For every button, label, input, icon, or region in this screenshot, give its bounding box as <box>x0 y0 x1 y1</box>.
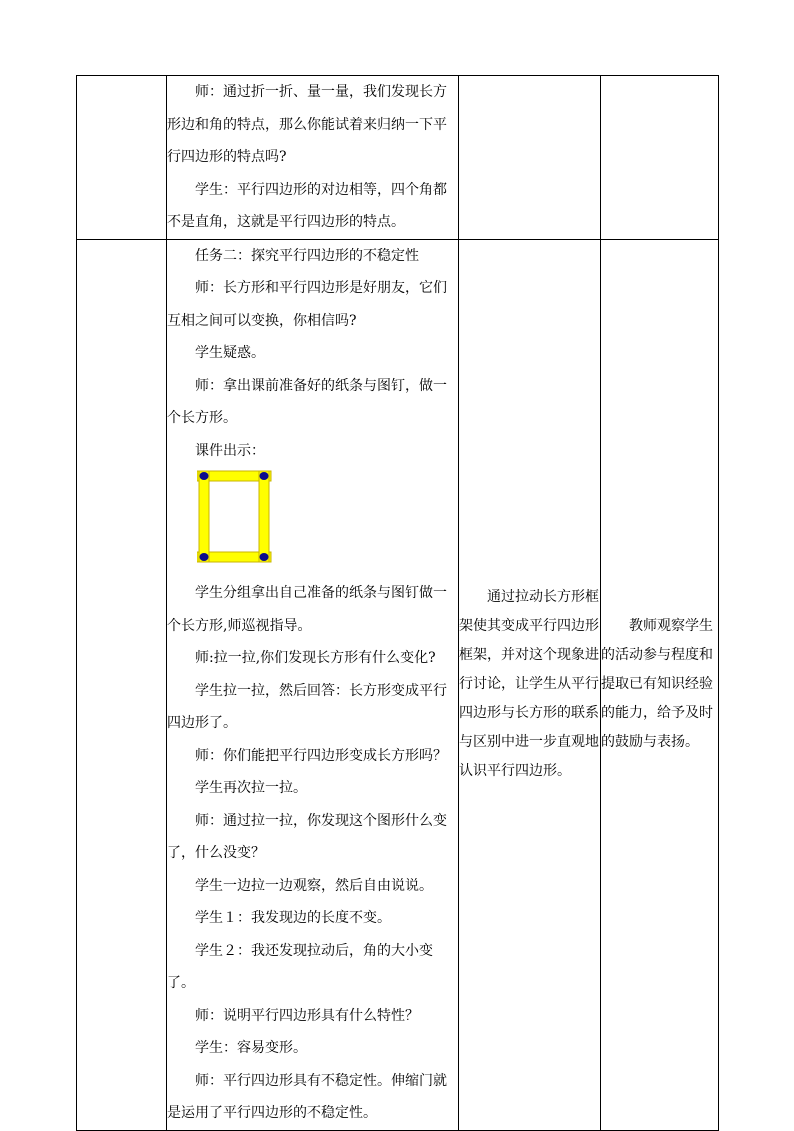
frame-strip-right <box>259 471 269 562</box>
paragraph: 学生分组拿出自己准备的纸条与图钉做一个长方形,师巡视指导。 <box>167 585 447 634</box>
frame-strip-left <box>199 471 209 562</box>
paragraph: 学生疑惑。 <box>195 345 265 361</box>
task-heading: 任务二：探究平行四边形的不稳定性 <box>195 247 419 264</box>
paragraph: 师：说明平行四边形具有什么特性？ <box>195 1007 419 1024</box>
intent-cell <box>459 76 601 240</box>
pin-top-left <box>200 472 209 480</box>
lesson-table <box>76 75 719 1131</box>
paragraph: 学生：容易变形。 <box>195 1040 307 1056</box>
paragraph: 学生１：我发现边的长度不变。 <box>195 910 391 926</box>
paragraph: 师：通过折一折、量一量，我们发现长方形边和角的特点，那么你能试着来归纳一下平行四边形的特点吗? <box>167 84 447 165</box>
paragraph: 学生拉一拉，然后回答：长方形变成平行四边形了。 <box>167 682 447 731</box>
pin-bottom-right <box>260 553 269 561</box>
table-row <box>77 76 719 240</box>
pin-bottom-left <box>200 553 209 561</box>
rectangle-frame-svg <box>197 467 277 567</box>
paragraph: 学生２：我还发现拉动后，角的大小变了。 <box>167 942 433 991</box>
paragraph: 师:拉一拉,你们发现长方形有什么变化? <box>195 650 436 666</box>
design-intent-text: 通过拉动长方形框架使其变成平行四边形框架，并对这个现象进行讨论，让学生从平行四边形与长方形的联系与区别中进一步直观地认识平行四边形。 <box>459 589 599 779</box>
paragraph: 师：你们能把平行四边形变成长方形吗？ <box>195 747 447 764</box>
rectangle-frame-figure <box>167 467 458 577</box>
paragraph: 学生：平行四边形的对边相等，四个角都不是直角，这就是平行四边形的特点。 <box>167 181 447 230</box>
evaluation-cell <box>601 239 719 1130</box>
stage-cell <box>77 76 167 240</box>
process-cell <box>167 76 459 240</box>
evaluation-text: 教师观察学生的活动参与程度和提取已有知识经验的能力，给予及时的鼓励与表扬。 <box>601 618 713 750</box>
paragraph: 学生再次拉一拉。 <box>195 780 307 796</box>
table-row <box>77 239 719 1130</box>
paragraph: 师：通过拉一拉，你发现这个图形什么变了，什么没变？ <box>167 812 447 861</box>
paragraph: 师：平行四边形具有不稳定性。伸缩门就是运用了平行四边形的不稳定性。 <box>167 1072 447 1121</box>
paragraph: 师：长方形和平行四边形是好朋友，它们互相之间可以变换，你相信吗? <box>167 280 447 329</box>
pin-top-right <box>260 472 269 480</box>
evaluation-cell <box>601 76 719 240</box>
process-cell <box>167 239 459 1130</box>
stage-cell <box>77 239 167 1130</box>
paragraph: 课件出示： <box>195 442 265 459</box>
paragraph: 师：拿出课前准备好的纸条与图钉，做一个长方形。 <box>167 377 447 426</box>
paragraph: 学生一边拉一边观察，然后自由说说。 <box>195 877 433 894</box>
intent-cell <box>459 239 601 1130</box>
